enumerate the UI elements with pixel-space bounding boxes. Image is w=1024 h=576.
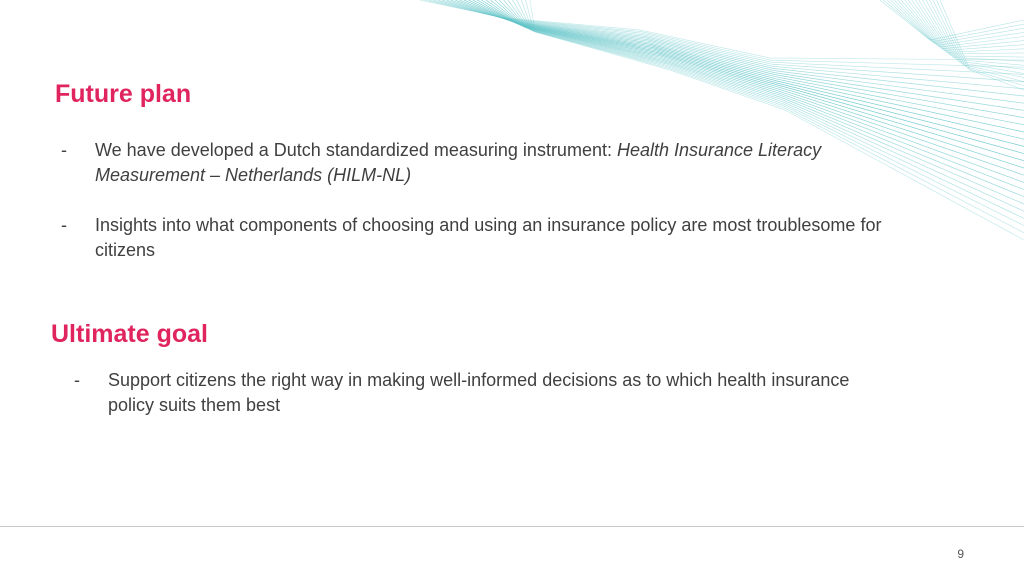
decor-line — [482, 0, 1024, 161]
decor-line — [887, 0, 1024, 44]
footer-divider — [0, 526, 1024, 527]
decor-line — [473, 0, 1024, 146]
list-item — [61, 213, 901, 263]
decor-line — [451, 0, 1024, 110]
decor-line — [468, 0, 1024, 139]
future-plan-heading: Future plan — [55, 80, 192, 108]
page-number: 9 — [957, 547, 964, 561]
decor-line — [929, 0, 1024, 78]
bullet-text: Insights into what components of choosing and using an insurance policy are most troublesome for citizens — [95, 215, 882, 260]
list-item — [61, 138, 901, 188]
bullet-text: We have developed a Dutch standardized measuring instrument: — [95, 140, 617, 160]
ultimate-goal-list — [74, 368, 854, 418]
decor-line — [926, 0, 1024, 74]
decor-line — [922, 0, 1024, 69]
decor-line — [940, 0, 1024, 90]
bullet-text: Support citizens the right way in making well-informed decisions as to which health insurance policy suits them best — [108, 370, 850, 415]
decor-line — [442, 0, 1024, 96]
decor-line — [901, 0, 1024, 51]
decor-line — [424, 0, 1024, 67]
bullet-dash: - — [61, 140, 67, 160]
decor-line — [460, 0, 1024, 125]
decor-line — [915, 0, 1024, 61]
decor-line — [891, 0, 1024, 45]
decor-line — [894, 0, 1024, 47]
decor-line — [420, 0, 1024, 60]
decor-line — [477, 0, 1024, 154]
decor-line — [438, 0, 1024, 89]
decor-line — [905, 0, 1024, 52]
decor-line — [880, 0, 1024, 40]
decor-line — [908, 0, 1024, 54]
bullet-dash: - — [74, 370, 80, 390]
decor-line — [933, 0, 1024, 82]
decor-line — [898, 0, 1024, 49]
decor-line — [919, 0, 1024, 65]
decor-line — [884, 0, 1024, 42]
decor-line — [455, 0, 1024, 118]
list-item — [74, 368, 854, 418]
decor-line — [937, 0, 1024, 86]
instrument-name: Health Insurance Literacy Measurement – Netherlands (HILM-NL) — [95, 140, 822, 185]
ultimate-goal-heading: Ultimate goal — [51, 320, 208, 348]
decor-line — [429, 0, 1024, 74]
bullet-dash: - — [61, 215, 67, 235]
decor-line — [446, 0, 1024, 103]
decor-line — [433, 0, 1024, 82]
future-plan-list — [61, 138, 901, 263]
decor-line — [912, 0, 1024, 57]
decor-line — [464, 0, 1024, 132]
